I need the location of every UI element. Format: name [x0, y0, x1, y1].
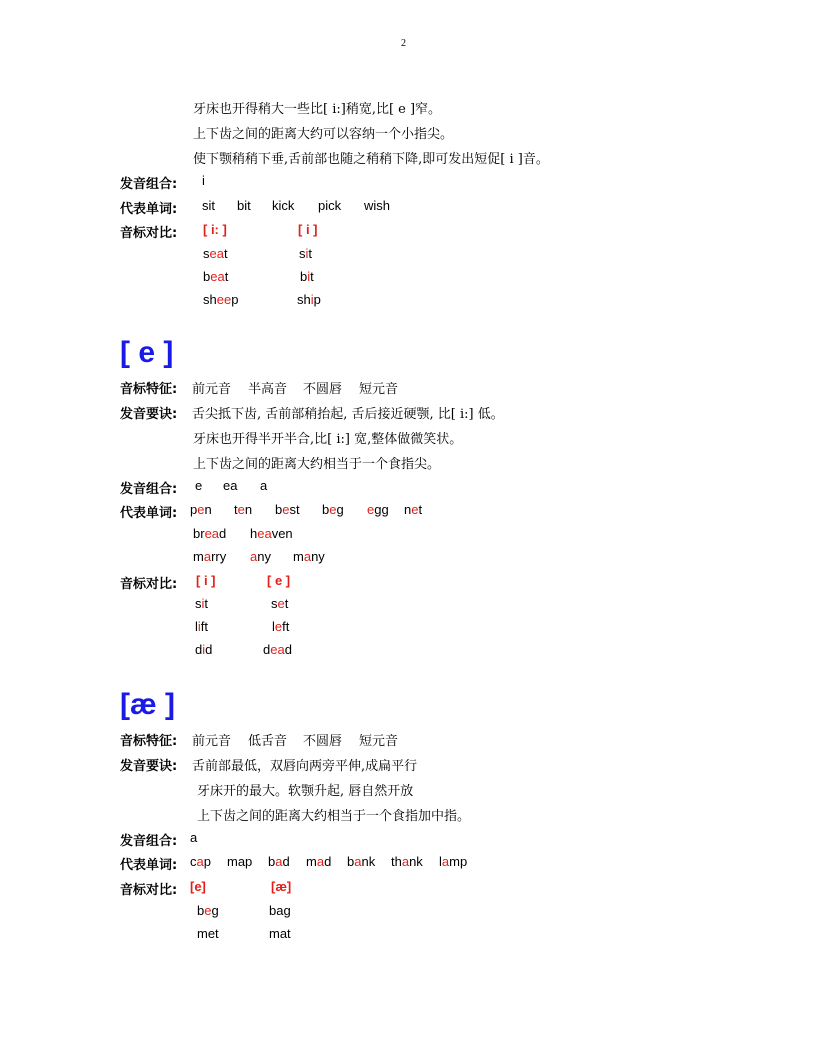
e-contrast-word: sit	[195, 596, 209, 611]
e-words-label: 代表单词:	[120, 506, 178, 521]
i-contrast-word: bit	[300, 269, 314, 284]
e-word: many	[293, 549, 325, 564]
e-word: ten	[234, 502, 253, 517]
e-contrast-head-i: [ i ]	[196, 573, 216, 588]
ae-tip-3: 上下齿之间的距离大约相当于一个食指加中指。	[197, 809, 471, 824]
i-tip-line-2: 上下齿之间的距离大约可以容纳一个小指尖。	[193, 127, 454, 142]
e-section-heading: [ e ]	[120, 336, 174, 369]
e-feature-2: 半高音	[248, 382, 288, 397]
e-feature-3: 不圆唇	[303, 382, 343, 397]
ae-word: lamp	[439, 854, 468, 869]
e-word: net	[404, 502, 423, 517]
i-tip-line-1: 牙床也开得稍大一些比[ i:]稍宽,比[ e ]窄。	[193, 102, 442, 117]
ae-word: bad	[268, 854, 290, 869]
i-contrast-word: seat	[203, 246, 228, 261]
ae-contrast-word: bag	[269, 903, 291, 918]
ae-word: map	[227, 854, 253, 869]
e-combo-1: e	[195, 478, 203, 493]
e-tip-1: 舌尖抵下齿, 舌前部稍抬起, 舌后接近硬颚, 比[ i:] 低。	[192, 407, 504, 422]
e-word: heaven	[250, 526, 293, 541]
ae-feature-2: 低舌音	[248, 734, 288, 749]
ae-contrast-word: mat	[269, 926, 291, 941]
ae-section-heading: [æ ]	[120, 688, 175, 721]
ae-tip-2: 牙床开的最大。软颚升起, 唇自然开放	[197, 784, 414, 799]
e-word: best	[275, 502, 300, 517]
ae-feature-label: 音标特征:	[120, 734, 178, 749]
e-tip-3: 上下齿之间的距离大约相当于一个食指尖。	[193, 457, 441, 472]
i-word-pick: pick	[318, 198, 342, 213]
i-word-sit: sit	[202, 198, 215, 213]
e-contrast-head-e: [ e ]	[267, 573, 291, 588]
ae-word: thank	[391, 854, 423, 869]
e-tips-label: 发音要诀:	[120, 407, 178, 422]
ae-contrast-word: met	[197, 926, 219, 941]
ae-feature-3: 不圆唇	[303, 734, 343, 749]
i-words-label: 代表单词:	[120, 202, 178, 217]
e-feature-label: 音标特征:	[120, 382, 178, 397]
i-tip-line-3: 使下颚稍稍下垂,舌前部也随之稍稍下降,即可发出短促[ i ]音。	[193, 152, 549, 167]
e-word: bread	[193, 526, 227, 541]
e-combo-2: ea	[223, 478, 238, 493]
ae-tips-label: 发音要诀:	[120, 759, 178, 774]
ae-word: cap	[190, 854, 211, 869]
i-contrast-head-short: [ i ]	[298, 222, 318, 237]
i-contrast-word: beat	[203, 269, 229, 284]
e-contrast-word: lift	[195, 619, 209, 634]
e-feature-4: 短元音	[359, 382, 399, 397]
ae-word: mad	[306, 854, 332, 869]
i-combo-label: 发音组合:	[120, 177, 178, 192]
i-contrast-word: ship	[297, 292, 321, 307]
e-combo-3: a	[260, 478, 268, 493]
e-tip-2: 牙床也开得半开半合,比[ i:] 宽,整体做微笑状。	[193, 432, 463, 447]
e-word: marry	[193, 549, 227, 564]
i-word-wish: wish	[364, 198, 391, 213]
e-word: beg	[322, 502, 344, 517]
e-contrast-word: did	[195, 642, 213, 657]
e-contrast-word: left	[272, 619, 290, 634]
ae-contrast-word: beg	[197, 903, 219, 918]
ae-words-label: 代表单词:	[120, 858, 178, 873]
ae-word: bank	[347, 854, 376, 869]
ae-contrast-label: 音标对比:	[120, 883, 178, 898]
ae-contrast-head-e: [e]	[190, 879, 206, 894]
e-combo-label: 发音组合:	[120, 482, 178, 497]
e-word: any	[250, 549, 271, 564]
i-combo: i	[202, 173, 205, 188]
page-number: 2	[401, 38, 406, 49]
ae-contrast-head-ae: [æ]	[271, 879, 292, 894]
i-contrast-head-long: [ i: ]	[203, 222, 227, 237]
ae-combo-label: 发音组合:	[120, 834, 178, 849]
e-contrast-label: 音标对比:	[120, 577, 178, 592]
ae-tip-1: 舌前部最低，双唇向两旁平伸,成扁平行	[192, 759, 418, 774]
ae-feature-4: 短元音	[359, 734, 399, 749]
i-contrast-word: sit	[299, 246, 313, 261]
e-feature-1: 前元音	[192, 382, 232, 397]
ae-feature-1: 前元音	[192, 734, 232, 749]
e-word: pen	[190, 502, 212, 517]
e-contrast-word: dead	[263, 642, 292, 657]
e-contrast-word: set	[271, 596, 289, 611]
i-word-kick: kick	[272, 198, 295, 213]
i-contrast-label: 音标对比:	[120, 226, 178, 241]
ae-combo: a	[190, 830, 198, 845]
i-word-bit: bit	[237, 198, 251, 213]
e-word: egg	[367, 502, 389, 517]
i-contrast-word: sheep	[203, 292, 239, 307]
